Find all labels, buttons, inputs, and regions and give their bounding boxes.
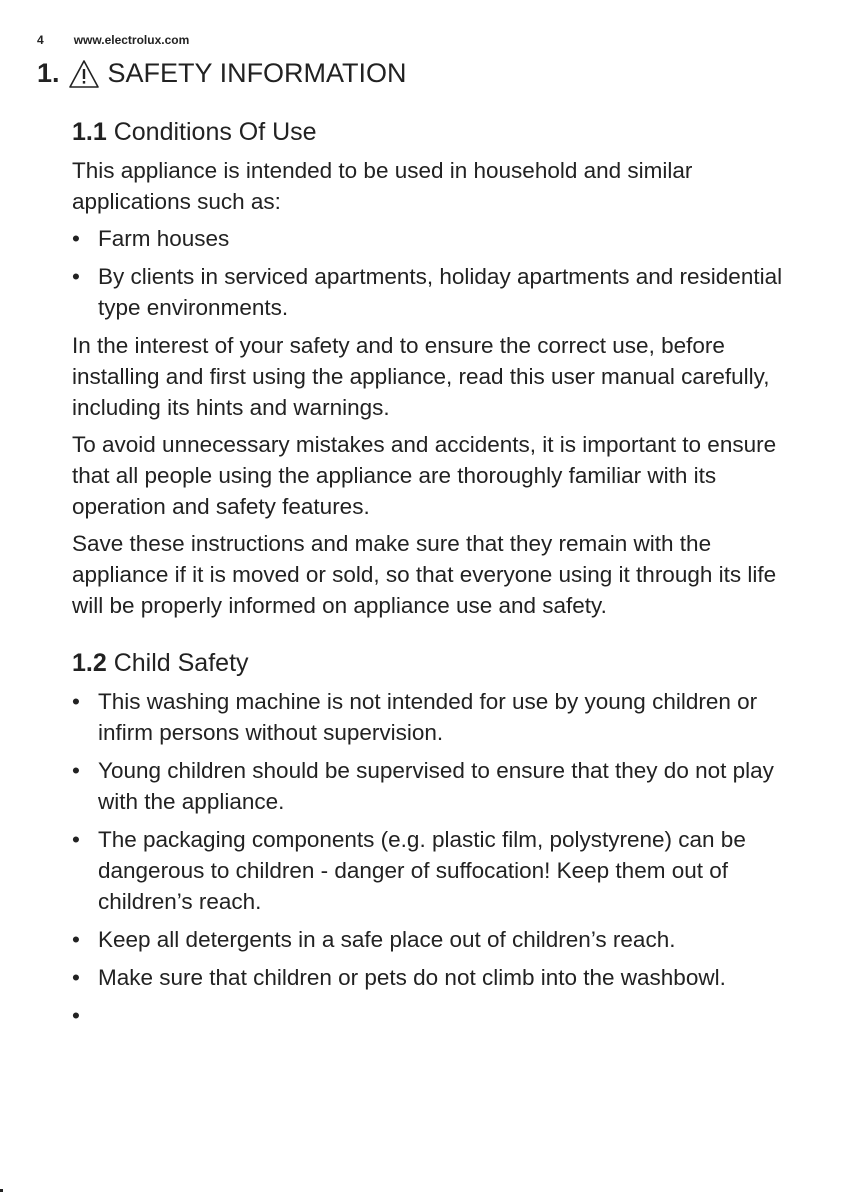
list-item — [72, 962, 802, 993]
paragraph-avoid-mistakes: To avoid unnecessary mistakes and accidents, it is important to ensure that all people using the appliance are thoroughly familiar with its operation and safety features. — [72, 432, 777, 519]
list-item-text: Keep all detergents in a safe place out of children’s reach. — [98, 927, 676, 952]
list-item — [72, 824, 802, 917]
list-item-text: This washing machine is not intended for use by young children or infirm persons without supervision. — [98, 689, 758, 745]
child-safety-list — [72, 686, 802, 1028]
bullet-icon: • — [72, 689, 80, 714]
bullet-icon: • — [72, 226, 80, 251]
subsection-title-child-safety — [72, 649, 802, 678]
list-item — [72, 924, 802, 955]
section-number: 1. — [37, 58, 60, 88]
paragraph-save-instructions: Save these instructions and make sure that they remain with the appliance if it is moved or sold, so that everyone using it through its life will be properly informed on appliance use and safety. — [72, 531, 777, 618]
section-title-text: SAFETY INFORMATION — [107, 58, 407, 88]
bullet-icon: • — [72, 758, 80, 783]
list-item-text: Young children should be supervised to ensure that they do not play with the appliance. — [98, 758, 774, 814]
content-body — [72, 118, 802, 1028]
list-item-text: Make sure that children or pets do not climb into the washbowl. — [98, 965, 726, 990]
bullet-icon: • — [72, 264, 80, 289]
conditions-intro: This appliance is intended to be used in household and similar applications such as: — [72, 158, 693, 214]
bullet-icon: • — [72, 1003, 80, 1028]
bullet-icon: • — [72, 927, 80, 952]
subsection-title-conditions — [72, 118, 802, 147]
warning-triangle-icon — [68, 59, 100, 89]
list-item-text: Farm houses — [98, 226, 230, 251]
bullet-icon: • — [72, 965, 80, 990]
section-title — [37, 58, 407, 89]
list-item — [72, 686, 802, 748]
subsection-number: 1.2 — [72, 649, 107, 677]
page-number: 4 — [37, 33, 44, 47]
subsection-title-text: Conditions Of Use — [113, 118, 317, 146]
subsection-number: 1.1 — [72, 118, 107, 146]
list-item-text: The packaging components (e.g. plastic film, polystyrene) can be dangerous to children - danger of suffocation! Keep them out of children’s reach. — [98, 827, 746, 914]
paragraph-safety-intro: In the interest of your safety and to ensure the correct use, before installing and first using the appliance, read this user manual carefully, including its hints and warnings. — [72, 333, 770, 420]
website-url: www.electrolux.com — [73, 33, 190, 47]
bullet-icon: • — [72, 827, 80, 852]
subsection-title-text: Child Safety — [113, 649, 249, 677]
page-header — [37, 33, 189, 47]
list-item — [72, 261, 802, 323]
list-item — [72, 755, 802, 817]
list-item — [72, 223, 802, 254]
list-item-text: By clients in serviced apartments, holiday apartments and residential type environments. — [98, 264, 783, 320]
conditions-list — [72, 223, 802, 323]
spacer — [72, 627, 802, 649]
